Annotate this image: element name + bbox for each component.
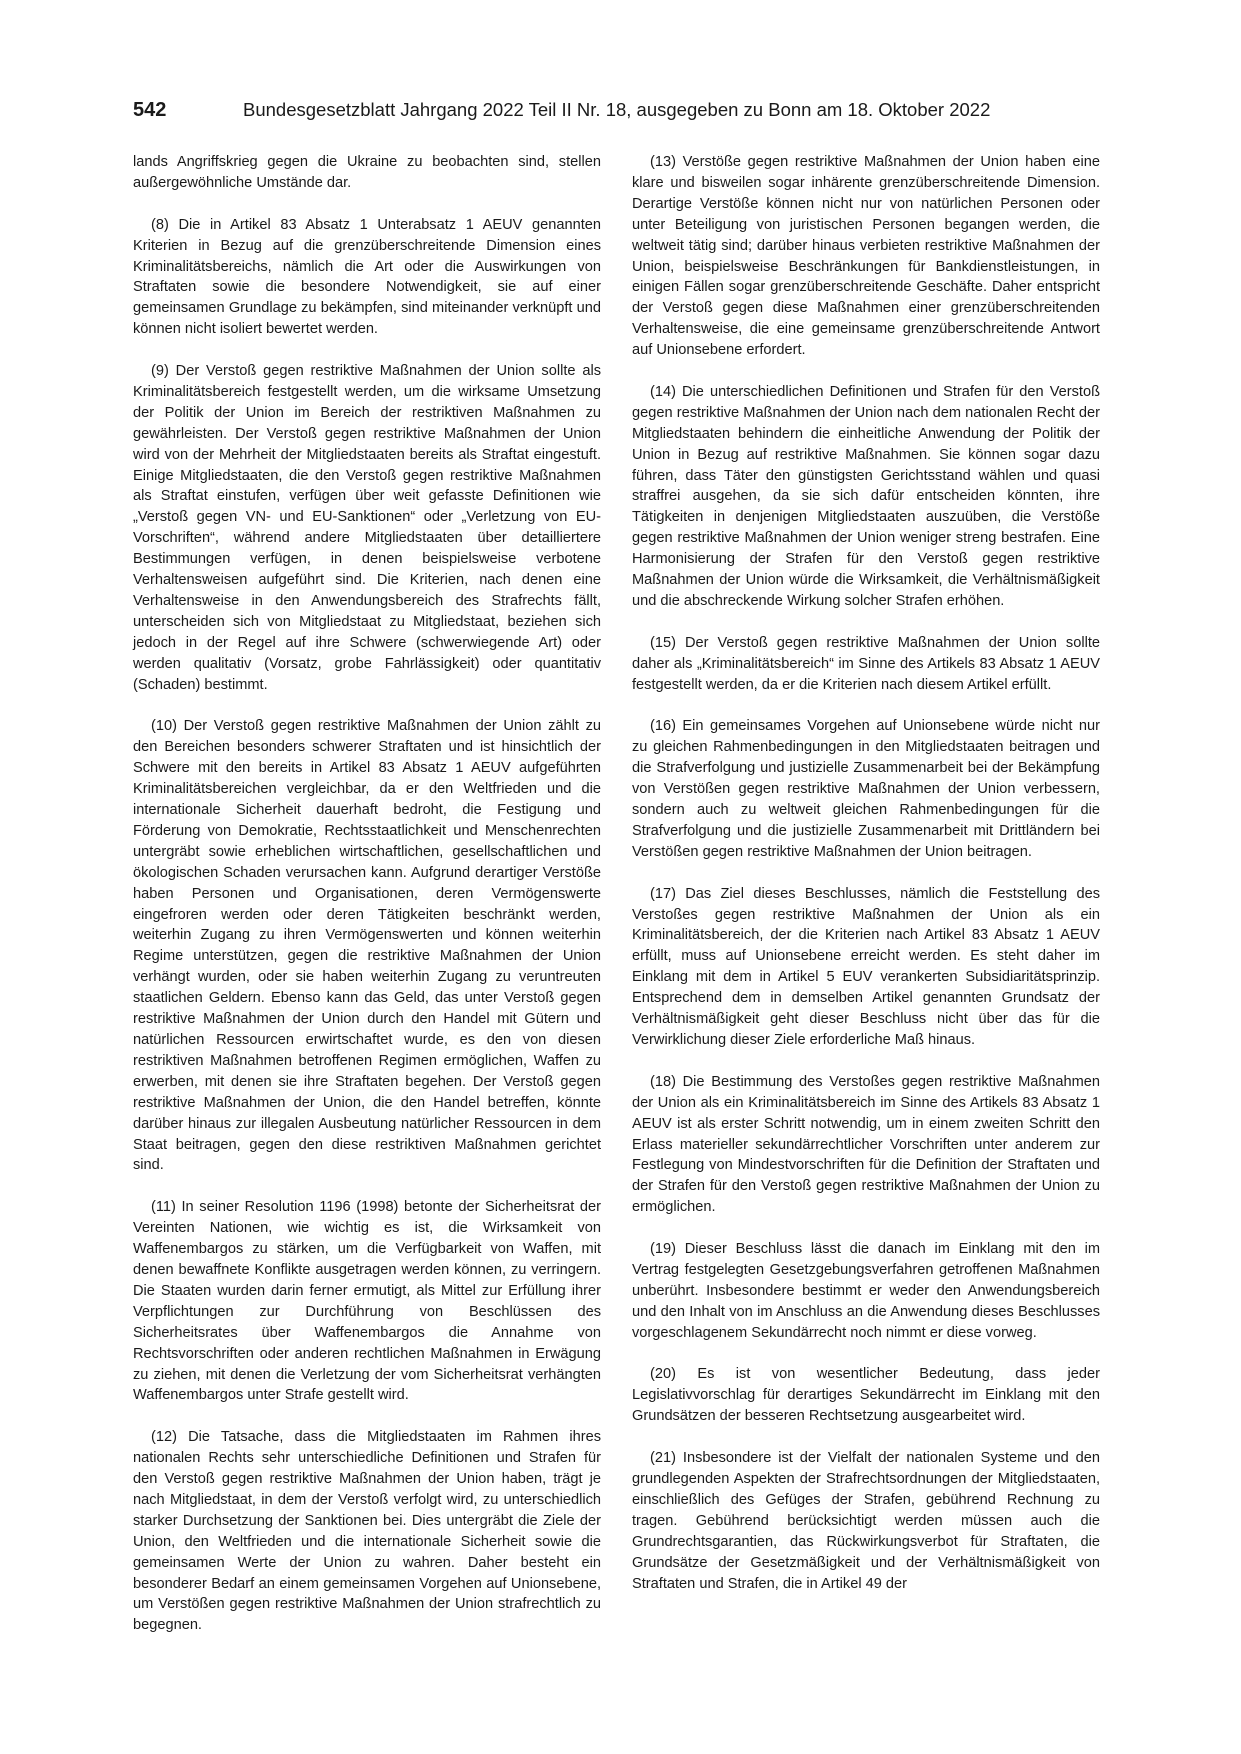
recital-19: (19) Dieser Beschluss lässt die danach im Einklang mit den im Vertrag festgelegten Gesetzgebungsverfahren getroffenen Maßnahmen unberührt. Insbesondere bestimmt er weder den Anwendungsbereich und den Inhalt von im Anschluss an die Anwendung dieses Beschlusses vorgeschlagenem Sekundärrecht noch nimmt er diese vorweg. [632, 1241, 1100, 1341]
recital-13: (13) Verstöße gegen restriktive Maßnahmen der Union haben eine klare und bisweilen sogar inhärente grenzüberschreitende Dimension. Derartige Verstöße können nicht nur von natürlichen Personen oder unter Beteiligung von juristischen Personen begangen werden, die weltweit tätig sind; darüber hinaus verbieten restriktive Maßnahmen der Union, beispielsweise Beschränkungen für Bankdienstleistungen, in einigen Fällen sogar grenzüberschreitende Geschäfte. Daher entspricht der Verstoß gegen diese Maßnahmen einer grenzüberschreitenden Verhaltensweise, die eine gemeinsame grenzüberschreitende Antwort auf Unionsebene erfordert. [632, 154, 1100, 359]
right-column [632, 152, 1100, 1615]
paragraph-continuation: lands Angriffskrieg gegen die Ukraine zu beobachten sind, stellen außergewöhnliche Umstände dar. [133, 154, 601, 191]
recital-14: (14) Die unterschiedlichen Definitionen und Strafen für den Verstoß gegen restriktive Maßnahmen der Union nach dem nationalen Recht der Mitgliedstaaten behindern die einheitliche Anwendung der Politik der Union in Bezug auf restriktive Maßnahmen. Sie können sogar dazu führen, dass Täter den günstigsten Gerichtsstand wählen und quasi straffrei ausgehen, da sie sich dafür entscheiden könnten, ihre Tätigkeiten in denjenigen Mitgliedstaaten auszuüben, die Verstöße gegen restriktive Maßnahmen der Union weniger streng bestrafen. Eine Harmonisierung der Strafen für den Verstoß gegen restriktive Maßnahmen der Union würde die Wirksamkeit, die Verhältnismäßigkeit und die abschreckende Wirkung solcher Strafen erhöhen. [632, 383, 1100, 610]
recital-20: (20) Es ist von wesentlicher Bedeutung, dass jeder Legislativvorschlag für derartiges Sekundärrecht im Einklang mit den Grundsätzen der besseren Rechtsetzung ausgearbeitet wird. [632, 1366, 1100, 1425]
recital-16: (16) Ein gemeinsames Vorgehen auf Unionsebene würde nicht nur zu gleichen Rahmenbedingungen in den Mitgliedstaaten beitragen und die Strafverfolgung und justizielle Zusammenarbeit bei der Bekämpfung von Verstößen gegen restriktive Maßnahmen der Union verbessern, sondern auch zu weltweit gleichen Rahmenbedingungen für die Strafverfolgung und die justizielle Zusammenarbeit mit Drittländern bei Verstößen gegen restriktive Maßnahmen der Union beitragen. [632, 718, 1100, 860]
page-number: 542 [133, 99, 167, 121]
recital-9: (9) Der Verstoß gegen restriktive Maßnahmen der Union sollte als Kriminalitätsbereich festgestellt werden, um die wirksame Umsetzung der Politik der Union im Bereich der restriktiven Maßnahmen zu gewährleisten. Der Verstoß gegen restriktive Maßnahmen der Union wird von der Mehrheit der Mitgliedstaaten bereits als Straftat eingestuft. Einige Mitgliedstaaten, die den Verstoß gegen restriktive Maßnahmen als Straftat einstufen, verfügen über weit gefasste Definitionen wie „Verstoß gegen VN- und EU-Sanktionen“ oder „Verletzung von EU-Vorschriften“, während andere Mitgliedstaaten über detailliertere Bestimmungen verfügen, in denen beispielsweise verbotene Verhaltensweisen aufgeführt sind. Die Kriterien, nach denen eine Verhaltensweise in den Anwendungsbereich des Strafrechts fällt, unterscheiden sich von Mitgliedstaat zu Mitgliedstaat, beziehen sich jedoch in der Regel auf ihre Schwere (schwerwiegende Art) oder werden qualitativ (Vorsatz, grobe Fahrlässigkeit) oder quantitativ (Schaden) bestimmt. [133, 363, 601, 693]
recital-17: (17) Das Ziel dieses Beschlusses, nämlich die Feststellung des Verstoßes gegen restriktive Maßnahmen der Union als ein Kriminalitätsbereich, der die Kriterien nach Artikel 83 Absatz 1 AEUV erfüllt, muss auf Unionsebene erreicht werden. Es steht daher im Einklang mit dem in Artikel 5 EUV verankerten Subsidiaritätsprinzip. Entsprechend dem in demselben Artikel genannten Grundsatz der Verhältnismäßigkeit geht dieser Beschluss nicht über das für die Verwirklichung dieser Ziele erforderliche Maß hinaus. [632, 885, 1100, 1048]
running-title: Bundesgesetzblatt Jahrgang 2022 Teil II Nr. 18, ausgegeben zu Bonn am 18. Oktober 2022 [243, 99, 991, 120]
recital-11: (11) In seiner Resolution 1196 (1998) betonte der Sicherheitsrat der Vereinten Nationen, wie wichtig es ist, die Wirksamkeit von Waffenembargos zu stärken, um die Verfügbarkeit von Waffen, mit denen bewaffnete Konflikte ausgetragen werden können, zu verringern. Die Staaten wurden darin ferner ermutigt, als Mittel zur Erfüllung ihrer Verpflichtungen zur Durchführung von Beschlüssen des Sicherheitsrates über Waffenembargos die Annahme von Rechtsvorschriften oder anderen rechtlichen Maßnahmen in Erwägung zu ziehen, mit denen die Verletzung der vom Sicherheitsrat verhängten Waffenembargos unter Strafe gestellt wird. [133, 1199, 601, 1404]
recital-18: (18) Die Bestimmung des Verstoßes gegen restriktive Maßnahmen der Union als ein Kriminalitätsbereich im Sinne des Artikels 83 Absatz 1 AEUV ist als erster Schritt notwendig, um in einem zweiten Schritt den Erlass materieller sekundärrechtlicher Vorschriften unter anderem zur Festlegung von Mindestvorschriften für die Definition der Straftaten und der Strafen für den Verstoß gegen restriktive Maßnahmen der Union zu ermöglichen. [632, 1073, 1100, 1216]
recital-10: (10) Der Verstoß gegen restriktive Maßnahmen der Union zählt zu den Bereichen besonders schwerer Straftaten und ist hinsichtlich der Schwere mit den bereits in Artikel 83 Absatz 1 AEUV aufgeführten Kriminalitätsbereichen vergleichbar, da er den Weltfrieden und die internationale Sicherheit dauerhaft bedroht, die Festigung und Förderung von Demokratie, Rechtsstaatlichkeit und Menschenrechten untergräbt sowie erheblichen wirtschaftlichen, gesellschaftlichen und ökologischen Schaden verursachen kann. Aufgrund derartiger Verstöße haben Personen und Organisationen, deren Vermögenswerte eingefroren werden oder deren Tätigkeiten beschränkt werden, weiterhin Zugang zu ihren Vermögenswerten und können weiterhin Regime unterstützen, gegen die restriktive Maßnahmen der Union verhängt wurden, oder sie haben weiterhin Zugang zu veruntreuten staatlichen Geldern. Ebenso kann das Geld, das unter Verstoß gegen restriktive Maßnahmen der Union durch den Handel mit Gütern und natürlichen Ressourcen erwirtschaftet wurde, es den von diesen restriktiven Maßnahmen betroffenen Regimen ermöglichen, Waffen zu erwerben, mit denen sie ihre Straftaten begehen. Der Verstoß gegen restriktive Maßnahmen der Union, die den Handel betreffen, könnte darüber hinaus zur illegalen Ausbeutung natürlicher Ressourcen in dem Staat beitragen, gegen den diese restriktiven Maßnahmen gerichtet sind. [133, 718, 601, 1174]
recital-15: (15) Der Verstoß gegen restriktive Maßnahmen der Union sollte daher als „Kriminalitätsbereich“ im Sinne des Artikels 83 Absatz 1 AEUV festgestellt werden, da er die Kriterien nach diesem Artikel erfüllt. [632, 634, 1100, 693]
left-column [133, 152, 601, 1657]
recital-8: (8) Die in Artikel 83 Absatz 1 Unterabsatz 1 AEUV genannten Kriterien in Bezug auf die grenzüberschreitende Dimension eines Kriminalitätsbereichs, nämlich die Art oder die Auswirkungen von Straftaten sowie die besondere Notwendigkeit, sie auf einer gemeinsamen Grundlage zu bekämpfen, sind miteinander verknüpft und können nicht isoliert bewertet werden. [133, 216, 601, 338]
recital-21: (21) Insbesondere ist der Vielfalt der nationalen Systeme und den grundlegenden Aspekten der Strafrechtsordnungen der Mitgliedstaaten, einschließlich des Gefüges der Strafen, gebührend Rechnung zu tragen. Gebührend berücksichtigt werden müssen auch die Grundrechtsgarantien, das Rückwirkungsverbot für Straftaten, die Grundsätze der Gesetzmäßigkeit und der Verhältnismäßigkeit von Straftaten und Strafen, die in Artikel 49 der [632, 1450, 1100, 1592]
recital-12: (12) Die Tatsache, dass die Mitgliedstaaten im Rahmen ihres nationalen Rechts sehr unterschiedliche Definitionen und Strafen für den Verstoß gegen restriktive Maßnahmen der Union haben, trägt je nach Mitgliedstaat, in dem der Verstoß verfolgt wird, zu unterschiedlich starker Durchsetzung der Sanktionen bei. Dies untergräbt die Ziele der Union, den Weltfrieden und die internationale Sicherheit sowie die gemeinsamen Werte der Union zu wahren. Daher besteht ein besonderer Bedarf an einem gemeinsamen Vorgehen auf Unionsebene, um Verstößen gegen restriktive Maßnahmen der Union strafrechtlich zu begegnen. [133, 1429, 601, 1634]
